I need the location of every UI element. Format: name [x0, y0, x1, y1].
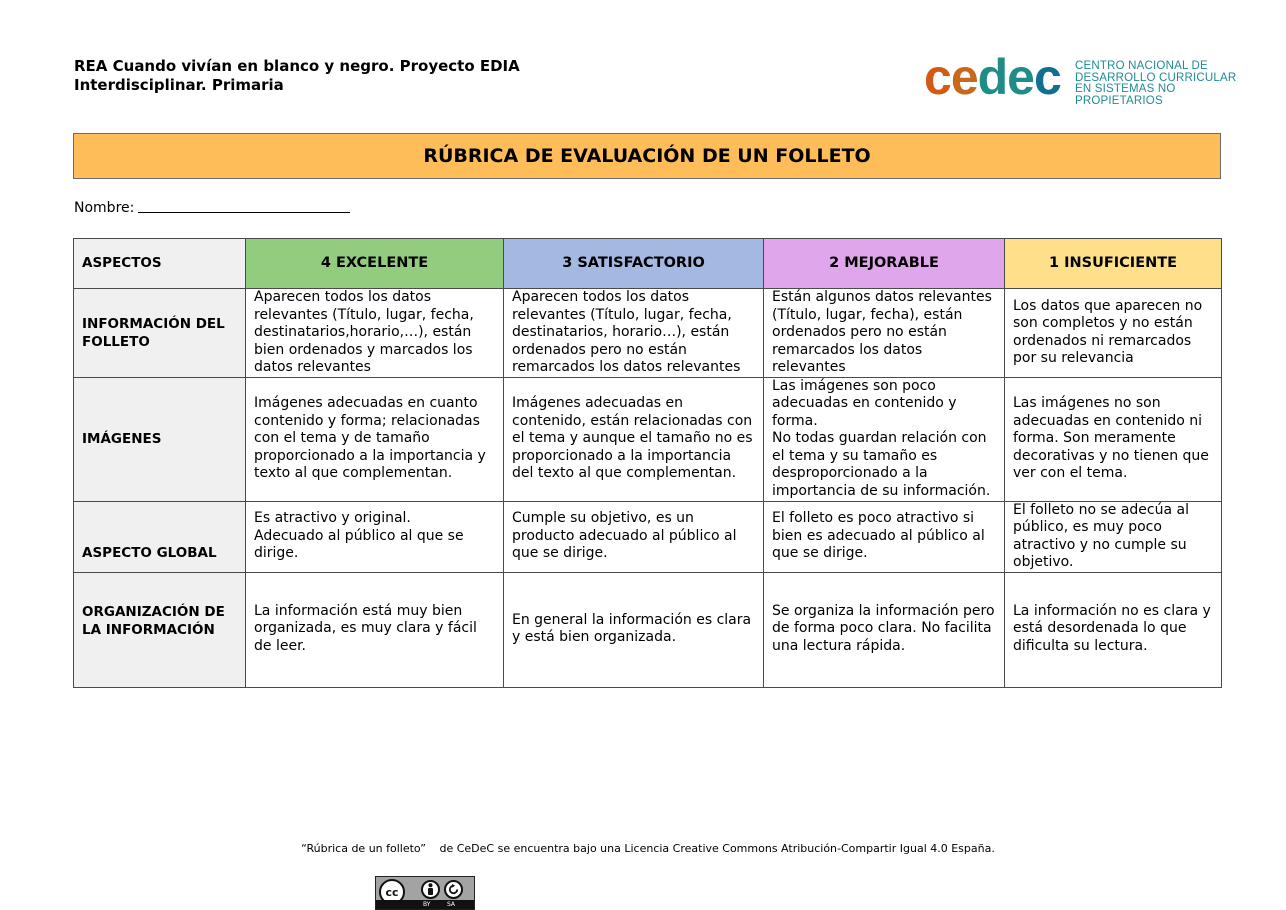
aspect-global: ASPECTO GLOBAL	[74, 501, 246, 572]
cc-by-sa-badge[interactable]	[375, 876, 475, 910]
rubric-cell: Imágenes adecuadas en contenido, están relacionadas con el tema y aunque el tamaño no es proporcionado a la importancia del texto al que complementan.	[504, 377, 764, 501]
table-row	[74, 289, 1222, 378]
rubric-cell: Están algunos datos relevantes (Título, lugar, fecha), están ordenados pero no están remarcados los datos relevantes	[764, 289, 1005, 378]
cc-badge-by: BY	[423, 901, 431, 908]
rubric-cell: Las imágenes son poco adecuadas en contenido y forma. No todas guardan relación con el tema y su tamaño es desproporcionado a la importancia de su información.	[764, 377, 1005, 501]
header-aspects: ASPECTOS	[74, 239, 246, 289]
nombre-label: Nombre:	[74, 200, 135, 216]
rubric-cell: Las imágenes no son adecuadas en contenido ni forma. Son meramente decorativas y no tienen que ver con el tema.	[1005, 377, 1222, 501]
rubric-cell: El folleto no se adecúa al público, es muy poco atractivo y no cumple su objetivo.	[1005, 501, 1222, 572]
share-alike-icon	[444, 880, 463, 899]
cedec-wordmark: cedec	[924, 49, 1061, 105]
aspect-imagenes: IMÁGENES	[74, 377, 246, 501]
header-level-4: 4 EXCELENTE	[246, 239, 504, 289]
license-notice	[0, 842, 1286, 855]
aspect-informacion: INFORMACIÓN DEL FOLLETO	[74, 289, 246, 378]
rubric-cell: La información no es clara y está desordenada lo que dificulta su lectura.	[1005, 572, 1222, 687]
table-row	[74, 377, 1222, 501]
rubric-cell: En general la información es clara y está bien organizada.	[504, 572, 764, 687]
rubric-cell: Se organiza la información pero de forma poco clara. No facilita una lectura rápida.	[764, 572, 1005, 687]
document-title-line2: Interdisciplinar. Primaria	[74, 76, 284, 94]
rubric-cell: Es atractivo y original. Adecuado al público al que se dirige.	[246, 501, 504, 572]
rubric-title-banner: RÚBRICA DE EVALUACIÓN DE UN FOLLETO	[73, 133, 1221, 179]
rubric-cell: Cumple su objetivo, es un producto adecuado al público al que se dirige.	[504, 501, 764, 572]
attribution-icon	[421, 880, 440, 899]
cc-badge-cc: cc	[385, 885, 399, 899]
rubric-cell: Aparecen todos los datos relevantes (Título, lugar, fecha, destinatarios,horario,…), están bien ordenados y marcados los datos relevantes	[246, 289, 504, 378]
nombre-blank-line	[138, 198, 350, 213]
rubric-table	[73, 238, 1222, 688]
rubric-cell: La información está muy bien organizada, es muy clara y fácil de leer.	[246, 572, 504, 687]
header-level-3: 3 SATISFACTORIO	[504, 239, 764, 289]
rubric-cell: Aparecen todos los datos relevantes (Título, lugar, fecha, destinatarios, horario…), están ordenados pero no están remarcados los datos relevantes	[504, 289, 764, 378]
license-work-title: “Rúbrica de un folleto”	[301, 842, 426, 855]
table-row	[74, 501, 1222, 572]
rubric-cell: Imágenes adecuadas en cuanto contenido y forma; relacionadas con el tema y de tamaño proporcionado a la importancia y texto al que complementan.	[246, 377, 504, 501]
document-header	[74, 57, 520, 95]
table-row	[74, 572, 1222, 687]
document-title-line1: REA Cuando vivían en blanco y negro. Proyecto EDIA	[74, 57, 520, 75]
logo-subtitle-line2: DESARROLLO CURRICULAR	[1075, 71, 1237, 84]
logo-subtitle-line1: CENTRO NACIONAL DE	[1075, 60, 1208, 72]
license-text: de CeDeC se encuentra bajo una Licencia Creative Commons Atribución-Compartir Igual 4.0 España.	[439, 842, 995, 855]
nombre-field	[74, 198, 350, 216]
header-level-1: 1 INSUFICIENTE	[1005, 239, 1222, 289]
header-level-2: 2 MEJORABLE	[764, 239, 1005, 289]
rubric-header-row	[74, 239, 1222, 289]
cc-badge-band	[376, 900, 474, 909]
logo-subtitle-line3: EN SISTEMAS NO PROPIETARIOS	[1075, 83, 1176, 107]
cedec-logo	[924, 49, 1244, 107]
rubric-cell: Los datos que aparecen no son completos y no están ordenados ni remarcados por su relevancia	[1005, 289, 1222, 378]
cedec-logo-subtitle	[1075, 61, 1244, 107]
rubric-cell: El folleto es poco atractivo si bien es adecuado al público al que se dirige.	[764, 501, 1005, 572]
cc-badge-sa: SA	[447, 901, 456, 908]
aspect-organizacion: ORGANIZACIÓN DE LA INFORMACIÓN	[74, 572, 246, 687]
